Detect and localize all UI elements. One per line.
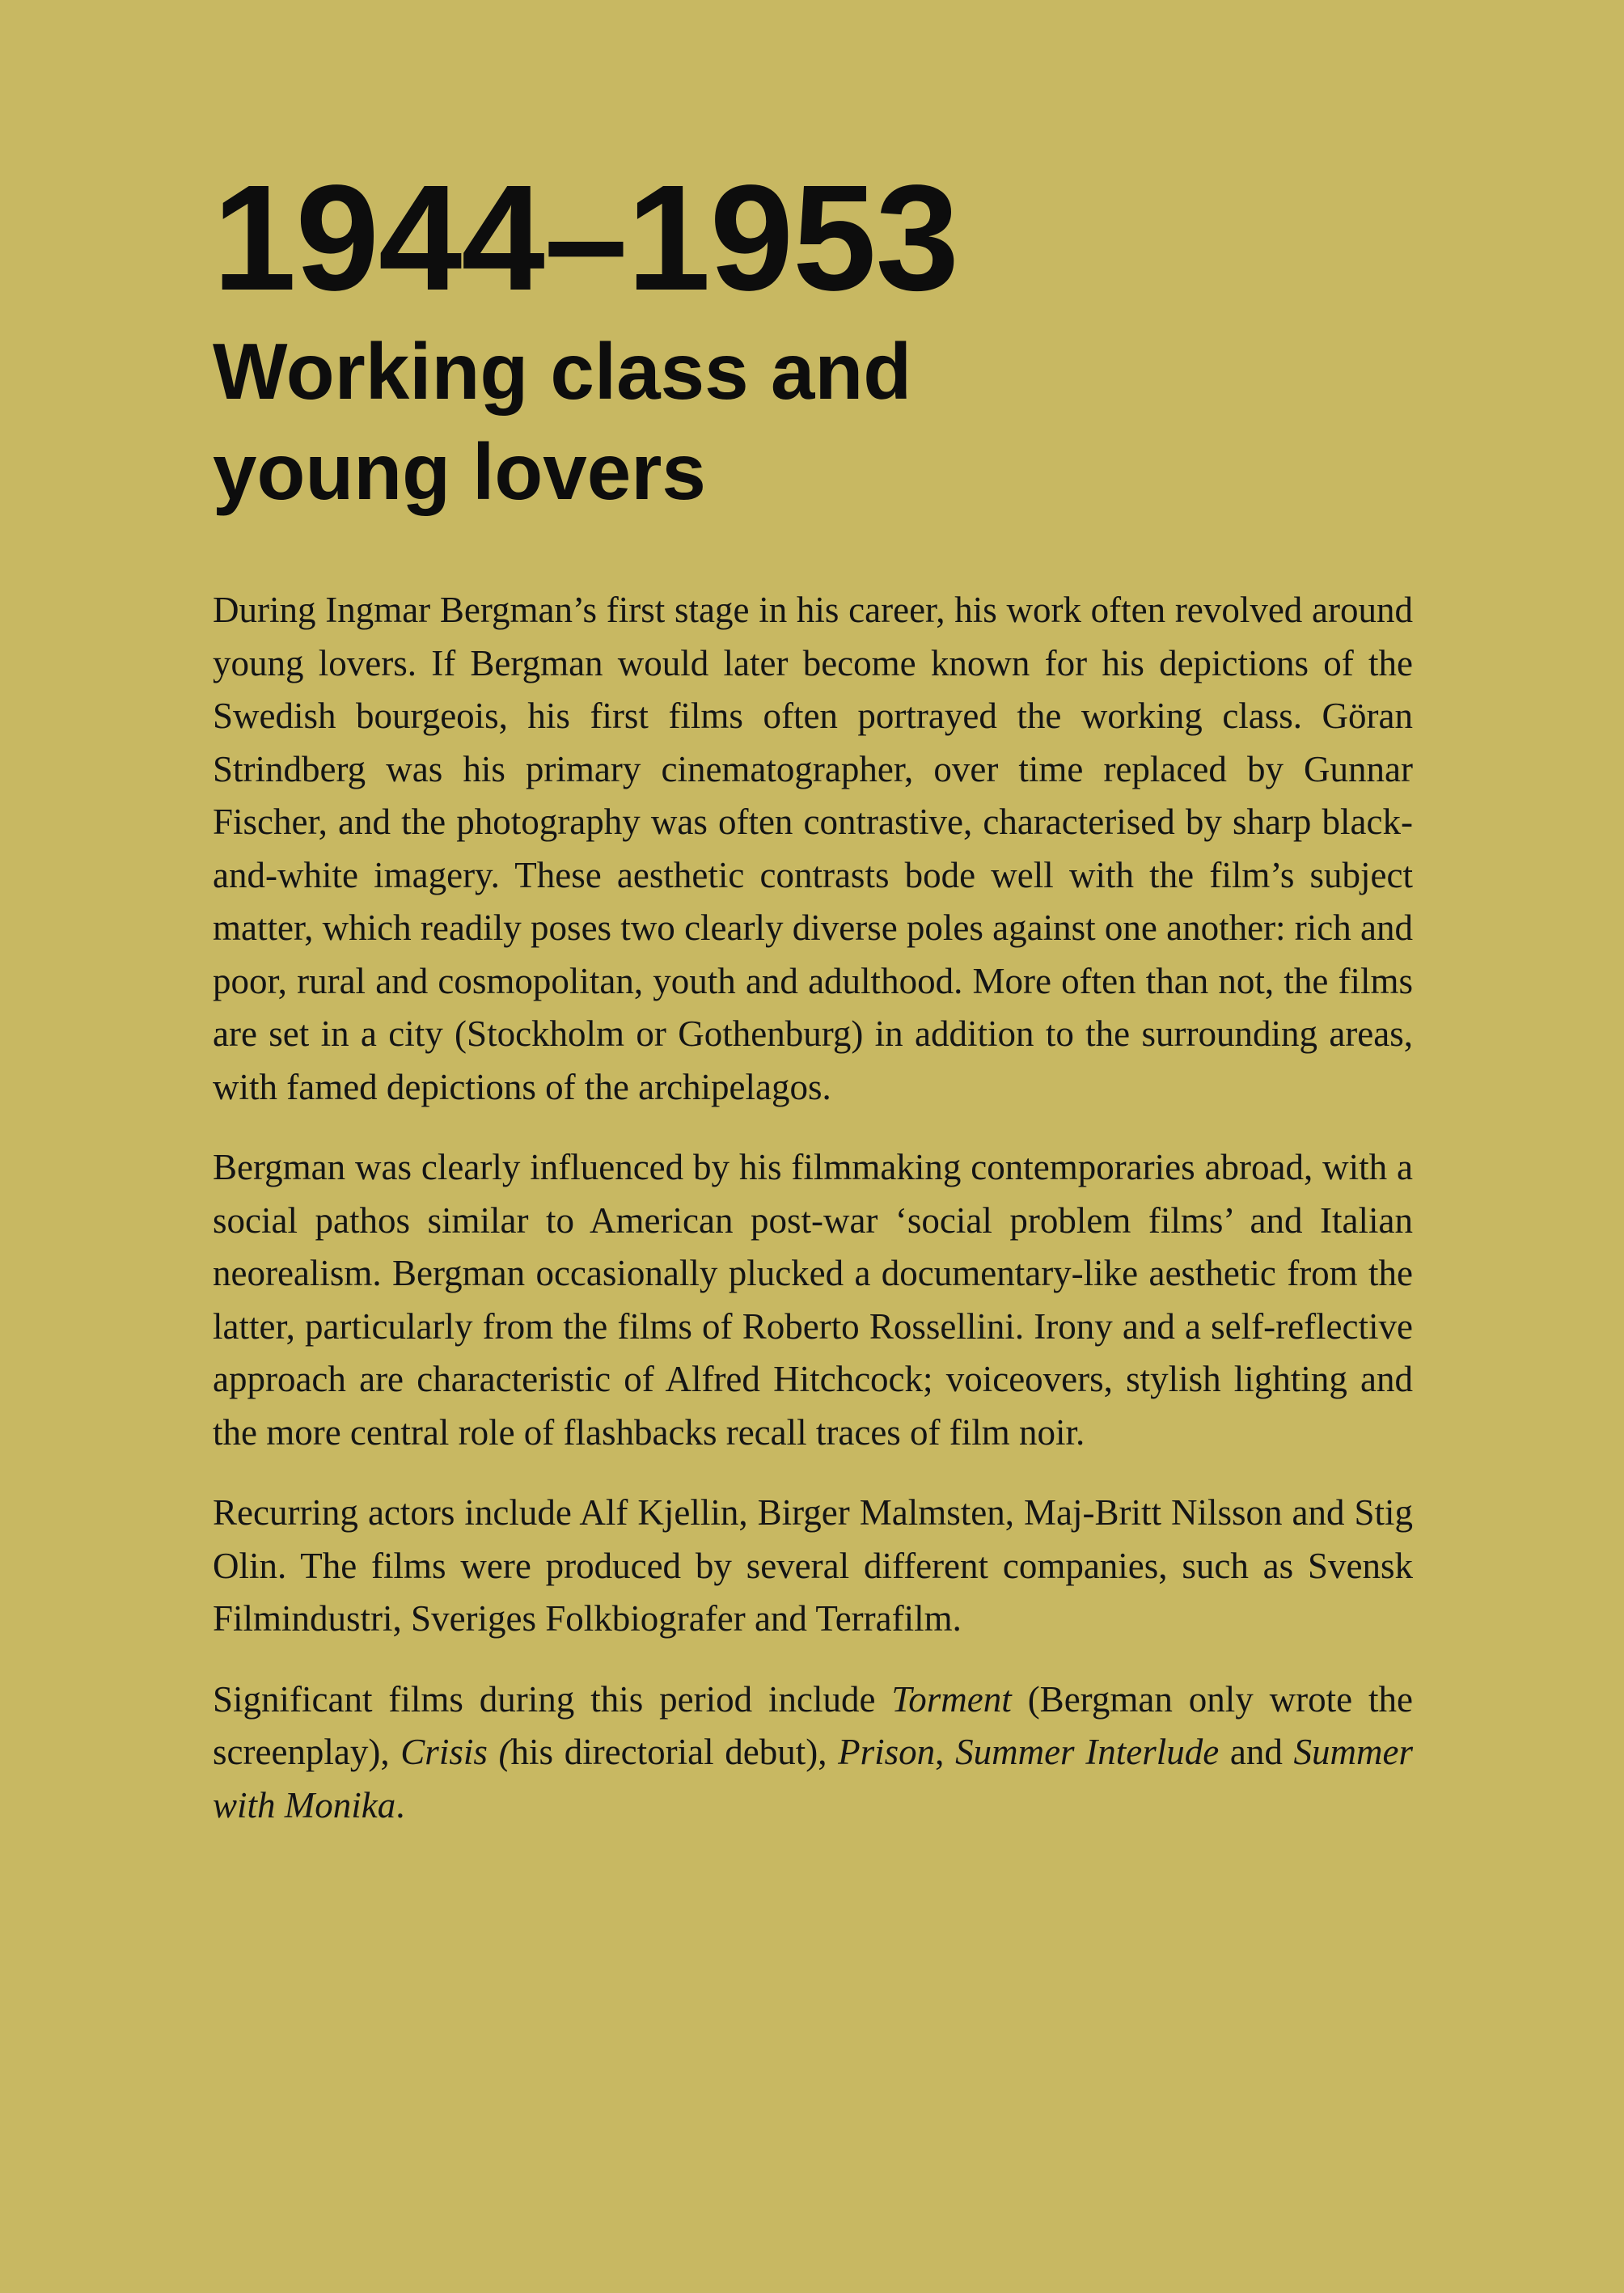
films-end: . (395, 1784, 405, 1826)
paragraph-films (213, 1673, 1413, 1833)
subtitle-line-2: young lovers (213, 427, 706, 516)
body-text (213, 584, 1413, 1859)
films-text-2: his directorial debut), (510, 1732, 839, 1772)
film-title-crisis: Crisis ( (400, 1732, 511, 1772)
films-intro: Significant films during this period include (213, 1678, 892, 1720)
film-title-prison: Prison (838, 1732, 936, 1772)
films-text-4: and (1219, 1732, 1294, 1772)
films-text-1: (Bergman only wrote the screenplay), (213, 1678, 1414, 1772)
chapter-years: 1944–1953 (213, 154, 958, 322)
film-title-summer-with-monika: Summer with Monika (213, 1732, 1413, 1826)
films-text-3: , (935, 1732, 956, 1772)
paragraph-3: Recurring actors include Alf Kjellin, Birger Malmsten, Maj-Britt Nilsson and Stig Olin. The films were produced by several different companies, such as Svensk Filmindustri, Sveriges Folkbiografer and Terrafilm. (213, 1492, 1413, 1639)
chapter-header (213, 154, 1426, 522)
film-title-summer-interlude: Summer Interlude (955, 1732, 1220, 1772)
paragraph-2: Bergman was clearly influenced by his filmmaking contemporaries abroad, with a social pathos similar to American post-war ‘social problem films’ and Italian neorealism. Bergman occasionally plucked a documentary-like aesthetic from the latter, particularly from the films of Roberto Rossellini. Irony and a self-reflective approach are characteristic of Alfred Hitchcock; voiceovers, stylish lighting and the more central role of flashbacks recall traces of film noir. (213, 1147, 1413, 1453)
paragraph-1: During Ingmar Bergman’s first stage in his career, his work often revolved around young lovers. If Bergman would later become known for his depictions of the Swedish bourgeois, his first films often portrayed the working class. Göran Strindberg was his primary cinematographer, over time replaced by Gunnar Fischer, and the photography was often contrastive, characterised by sharp black-and-white imagery. These aesthetic contrasts bode well with the film’s subject matter, which readily poses two clearly diverse poles against one another: rich and poor, rural and cosmopolitan, youth and adulthood. More often than not, the films are set in a city (Stockholm or Gothenburg) in addition to the surrounding areas, with famed depictions of the archipelagos. (213, 590, 1413, 1107)
subtitle-line-1: Working class and (213, 327, 912, 416)
chapter-subtitle (213, 321, 1426, 522)
film-title-torment: Torment (891, 1678, 1012, 1720)
